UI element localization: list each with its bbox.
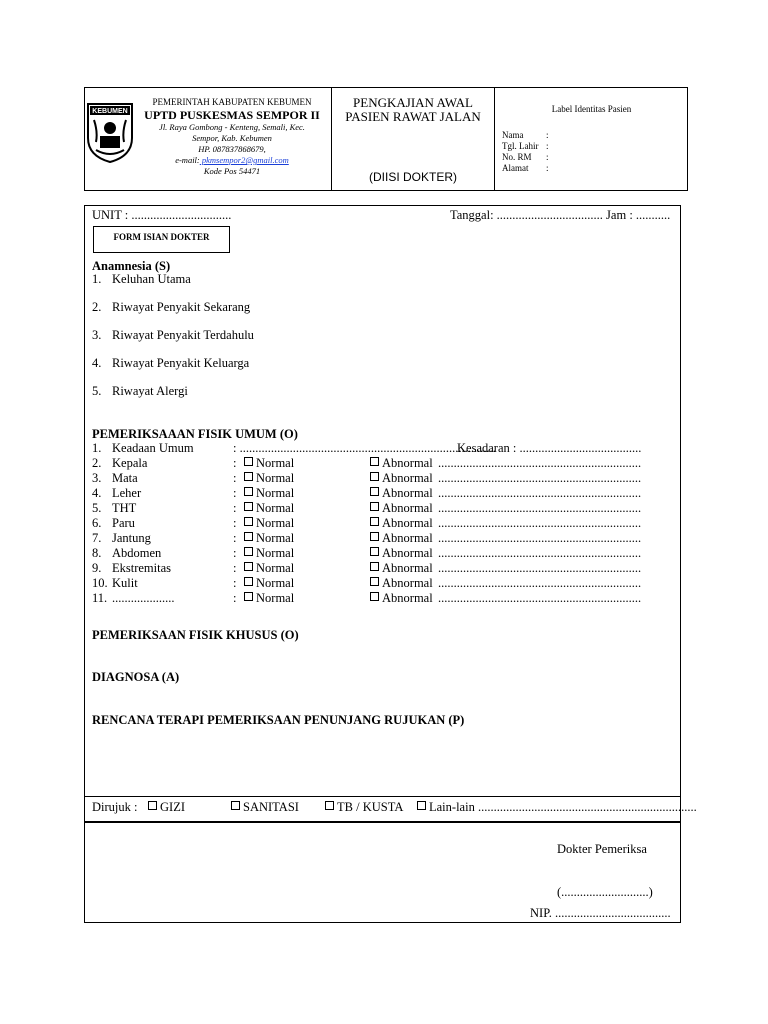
label-field-row [502,141,682,152]
keadaan-fill[interactable]: : .................................................................................. [233,441,496,455]
tanggal-jam-field[interactable]: Tanggal: .................................. Jam : ........... [450,208,671,222]
abnormal-option[interactable] [370,516,433,530]
normal-option[interactable] [244,591,294,605]
normal-label: Normal [256,471,295,485]
abnormal-label: Abnormal [382,471,433,485]
abnormal-option[interactable] [370,546,433,560]
abnormal-option[interactable] [370,501,433,515]
abnormal-option[interactable] [370,591,433,605]
normal-label: Normal [256,531,295,545]
checkbox-icon [244,472,253,481]
label-field-row [502,130,682,141]
fisik-colon: : [233,531,237,545]
label-field-row [502,163,682,174]
anamnesis-title: Anamnesia (S) [92,259,171,273]
abnormal-label: Abnormal [382,516,433,530]
abnormal-label: Abnormal [382,546,433,560]
checkbox-icon [370,532,379,541]
fisik-label: THT [112,501,137,515]
gov-name: PEMERINTAH KABUPATEN KEBUMEN [152,97,312,107]
checkbox-icon [244,457,253,466]
label-title: Label Identitas Pasien [551,104,632,114]
anamnesis-label: Riwayat Penyakit Terdahulu [112,328,254,342]
normal-label: Normal [256,486,295,500]
checkbox-icon [370,457,379,466]
header-divider-2 [494,87,495,191]
dirujuk-lain-label: Lain-lain ...................................................................... [429,800,697,814]
anamnesis-num: 4. [92,356,102,370]
fisik-label: Leher [112,486,142,500]
label-field-colon: : [546,130,549,140]
rencana-title: RENCANA TERAPI PEMERIKSAAN PENUNJANG RUJUKAN (P) [92,713,465,727]
abnormal-option[interactable] [370,486,433,500]
fisik-colon: : [233,486,237,500]
fisik-item [92,576,674,590]
checkbox-icon [370,547,379,556]
abnormal-label: Abnormal [382,501,433,515]
checkbox-icon [370,502,379,511]
normal-option[interactable] [244,516,294,530]
form-isian-label: FORM ISIAN DOKTER [113,232,210,242]
anamnesis-num: 1. [92,272,102,286]
abnormal-option[interactable] [370,456,433,470]
checkbox-icon [244,592,253,601]
fisik-item [92,591,674,605]
fisik-label: Mata [112,471,138,485]
anamnesis-item [92,300,674,328]
abnormal-label: Abnormal [382,576,433,590]
address-line-2: Sempor, Kab. Kebumen [192,133,272,143]
abnormal-fill[interactable]: ................................................................. [438,501,642,515]
email-label: e-mail: [175,155,200,165]
normal-label: Normal [256,591,295,605]
fisik-num: 10. [92,576,108,590]
checkbox-icon [370,472,379,481]
postal-code: Kode Pos 54471 [203,166,261,176]
label-field-name: Tgl. Lahir [502,141,539,151]
checkbox-icon [244,562,253,571]
fisik-label: Kulit [112,576,138,590]
abnormal-option[interactable] [370,531,433,545]
label-field-row [502,152,682,163]
fisik-colon: : [233,561,237,575]
kesadaran-field[interactable]: Kesadaran : ....................................... [457,441,642,455]
abnormal-label: Abnormal [382,561,433,575]
kebumen-logo [86,102,134,164]
fisik-num: 11. [92,591,108,605]
dirujuk-gizi[interactable] [148,800,185,814]
checkbox-icon [244,502,253,511]
fisik-num: 4. [92,486,102,500]
fisik-num: 5. [92,501,102,515]
anamnesis-label: Riwayat Penyakit Sekarang [112,300,251,314]
fisik-num: 3. [92,471,102,485]
abnormal-fill[interactable]: ................................................................. [438,576,642,590]
doc-title-1: PENGKAJIAN AWAL [353,95,473,110]
anamnesis-item [92,384,674,412]
abnormal-option[interactable] [370,471,433,485]
logo-text: KEBUMEN [92,108,128,115]
fisik-item [92,501,674,515]
fisik-khusus-title: PEMERIKSAAN FISIK KHUSUS (O) [92,628,299,642]
abnormal-fill[interactable]: ................................................................. [438,486,642,500]
unit-field[interactable]: UNIT : ................................ [92,208,232,222]
normal-option[interactable] [244,471,294,485]
fisik-label: .................... [112,591,175,605]
fisik-item [92,516,674,530]
abnormal-fill[interactable]: ................................................................. [438,561,642,575]
abnormal-fill[interactable]: ................................................................. [438,546,642,560]
dirujuk-label: Dirujuk : [92,800,138,814]
checkbox-icon [244,577,253,586]
org-name: UPTD PUSKESMAS SEMPOR II [144,108,320,122]
fisik-colon: : [233,501,237,515]
checkbox-icon [244,517,253,526]
fisik-label: Ekstremitas [112,561,172,575]
abnormal-fill[interactable]: ................................................................. [438,591,642,605]
normal-option[interactable] [244,561,294,575]
checkbox-icon [417,801,426,810]
signature-field[interactable]: (............................) [557,885,653,899]
normal-label: Normal [256,516,295,530]
dirujuk-divider [84,796,681,797]
normal-option[interactable] [244,501,294,515]
fisik-label: Jantung [112,531,151,545]
normal-option[interactable] [244,531,294,545]
anamnesis-item [92,356,674,384]
checkbox-icon [148,801,157,810]
abnormal-fill[interactable]: ................................................................. [438,516,642,530]
fisik-num: 9. [92,561,102,575]
checkbox-icon [244,487,253,496]
dirujuk-tb-kusta-label: TB / KUSTA [337,800,404,814]
checkbox-icon [231,801,240,810]
label-field-colon: : [546,163,549,173]
normal-label: Normal [256,501,295,515]
normal-option[interactable] [244,456,294,470]
fisik-colon: : [233,456,237,470]
checkbox-icon [370,592,379,601]
abnormal-fill[interactable]: ................................................................. [438,456,642,470]
abnormal-label: Abnormal [382,456,433,470]
fisik-label: Kepala [112,456,148,470]
fisik-num: 8. [92,546,102,560]
fisik-colon: : [233,546,237,560]
doc-subtitle: (DIISI DOKTER) [368,170,457,184]
normal-option[interactable] [244,576,294,590]
fisik-item [92,486,674,500]
checkbox-icon [244,547,253,556]
dokter-pemeriksa: Dokter Pemeriksa [557,842,647,856]
normal-label: Normal [256,546,295,560]
anamnesis-item [92,328,674,356]
fisik-umum-title: PEMERIKSAAAN FISIK UMUM (O) [92,427,298,441]
nip-field[interactable]: NIP. ..................................... [530,906,671,920]
checkbox-icon [244,532,253,541]
phone: HP. 087837868679, [198,144,266,154]
checkbox-icon [325,801,334,810]
normal-option[interactable] [244,486,294,500]
normal-label: Normal [256,561,295,575]
fisik-colon: : [233,516,237,530]
keadaan-label: Keadaan Umum [112,441,194,455]
keadaan-num: 1. [92,441,102,455]
abnormal-label: Abnormal [382,531,433,545]
label-field-name: No. RM [502,152,532,162]
address-line-1: Jl. Raya Gombong - Kenteng, Semali, Kec. [159,122,305,132]
anamnesis-label: Riwayat Alergi [112,384,188,398]
diagnosa-title: DIAGNOSA (A) [92,670,180,684]
dirujuk-lain[interactable] [417,800,697,814]
anamnesis-label: Riwayat Penyakit Keluarga [112,356,250,370]
fisik-item [92,546,674,560]
normal-option[interactable] [244,546,294,560]
fisik-item [92,561,674,575]
anamnesis-item [92,272,674,300]
checkbox-icon [370,487,379,496]
normal-label: Normal [256,576,295,590]
fisik-colon: : [233,576,237,590]
abnormal-fill[interactable]: ................................................................. [438,471,642,485]
fisik-num: 7. [92,531,102,545]
abnormal-fill[interactable]: ................................................................. [438,531,642,545]
label-field-name: Alamat [502,163,529,173]
fisik-item [92,456,674,470]
abnormal-option[interactable] [370,576,433,590]
fisik-item [92,531,674,545]
label-field-colon: : [546,152,549,162]
abnormal-label: Abnormal [382,591,433,605]
checkbox-icon [370,517,379,526]
keadaan-umum-row [92,441,682,455]
dirujuk-sanitasi[interactable] [231,800,299,814]
checkbox-icon [370,577,379,586]
anamnesis-num: 5. [92,384,102,398]
label-field-name: Nama [502,130,524,140]
anamnesis-num: 3. [92,328,102,342]
doc-title-2: PASIEN RAWAT JALAN [345,109,481,124]
fisik-num: 2. [92,456,102,470]
dirujuk-sanitasi-label: SANITASI [243,800,299,814]
fisik-label: Abdomen [112,546,162,560]
dirujuk-tb-kusta[interactable] [325,800,403,814]
fisik-colon: : [233,591,237,605]
anamnesis-num: 2. [92,300,102,314]
fisik-colon: : [233,471,237,485]
email-link[interactable]: pkmsempor2@gmail.com [199,155,289,165]
fisik-label: Paru [112,516,135,530]
normal-label: Normal [256,456,295,470]
fisik-num: 6. [92,516,102,530]
checkbox-icon [370,562,379,571]
label-field-colon: : [546,141,549,151]
abnormal-option[interactable] [370,561,433,575]
dirujuk-gizi-label: GIZI [160,800,185,814]
abnormal-label: Abnormal [382,486,433,500]
anamnesis-label: Keluhan Utama [112,272,191,286]
fisik-item [92,471,674,485]
